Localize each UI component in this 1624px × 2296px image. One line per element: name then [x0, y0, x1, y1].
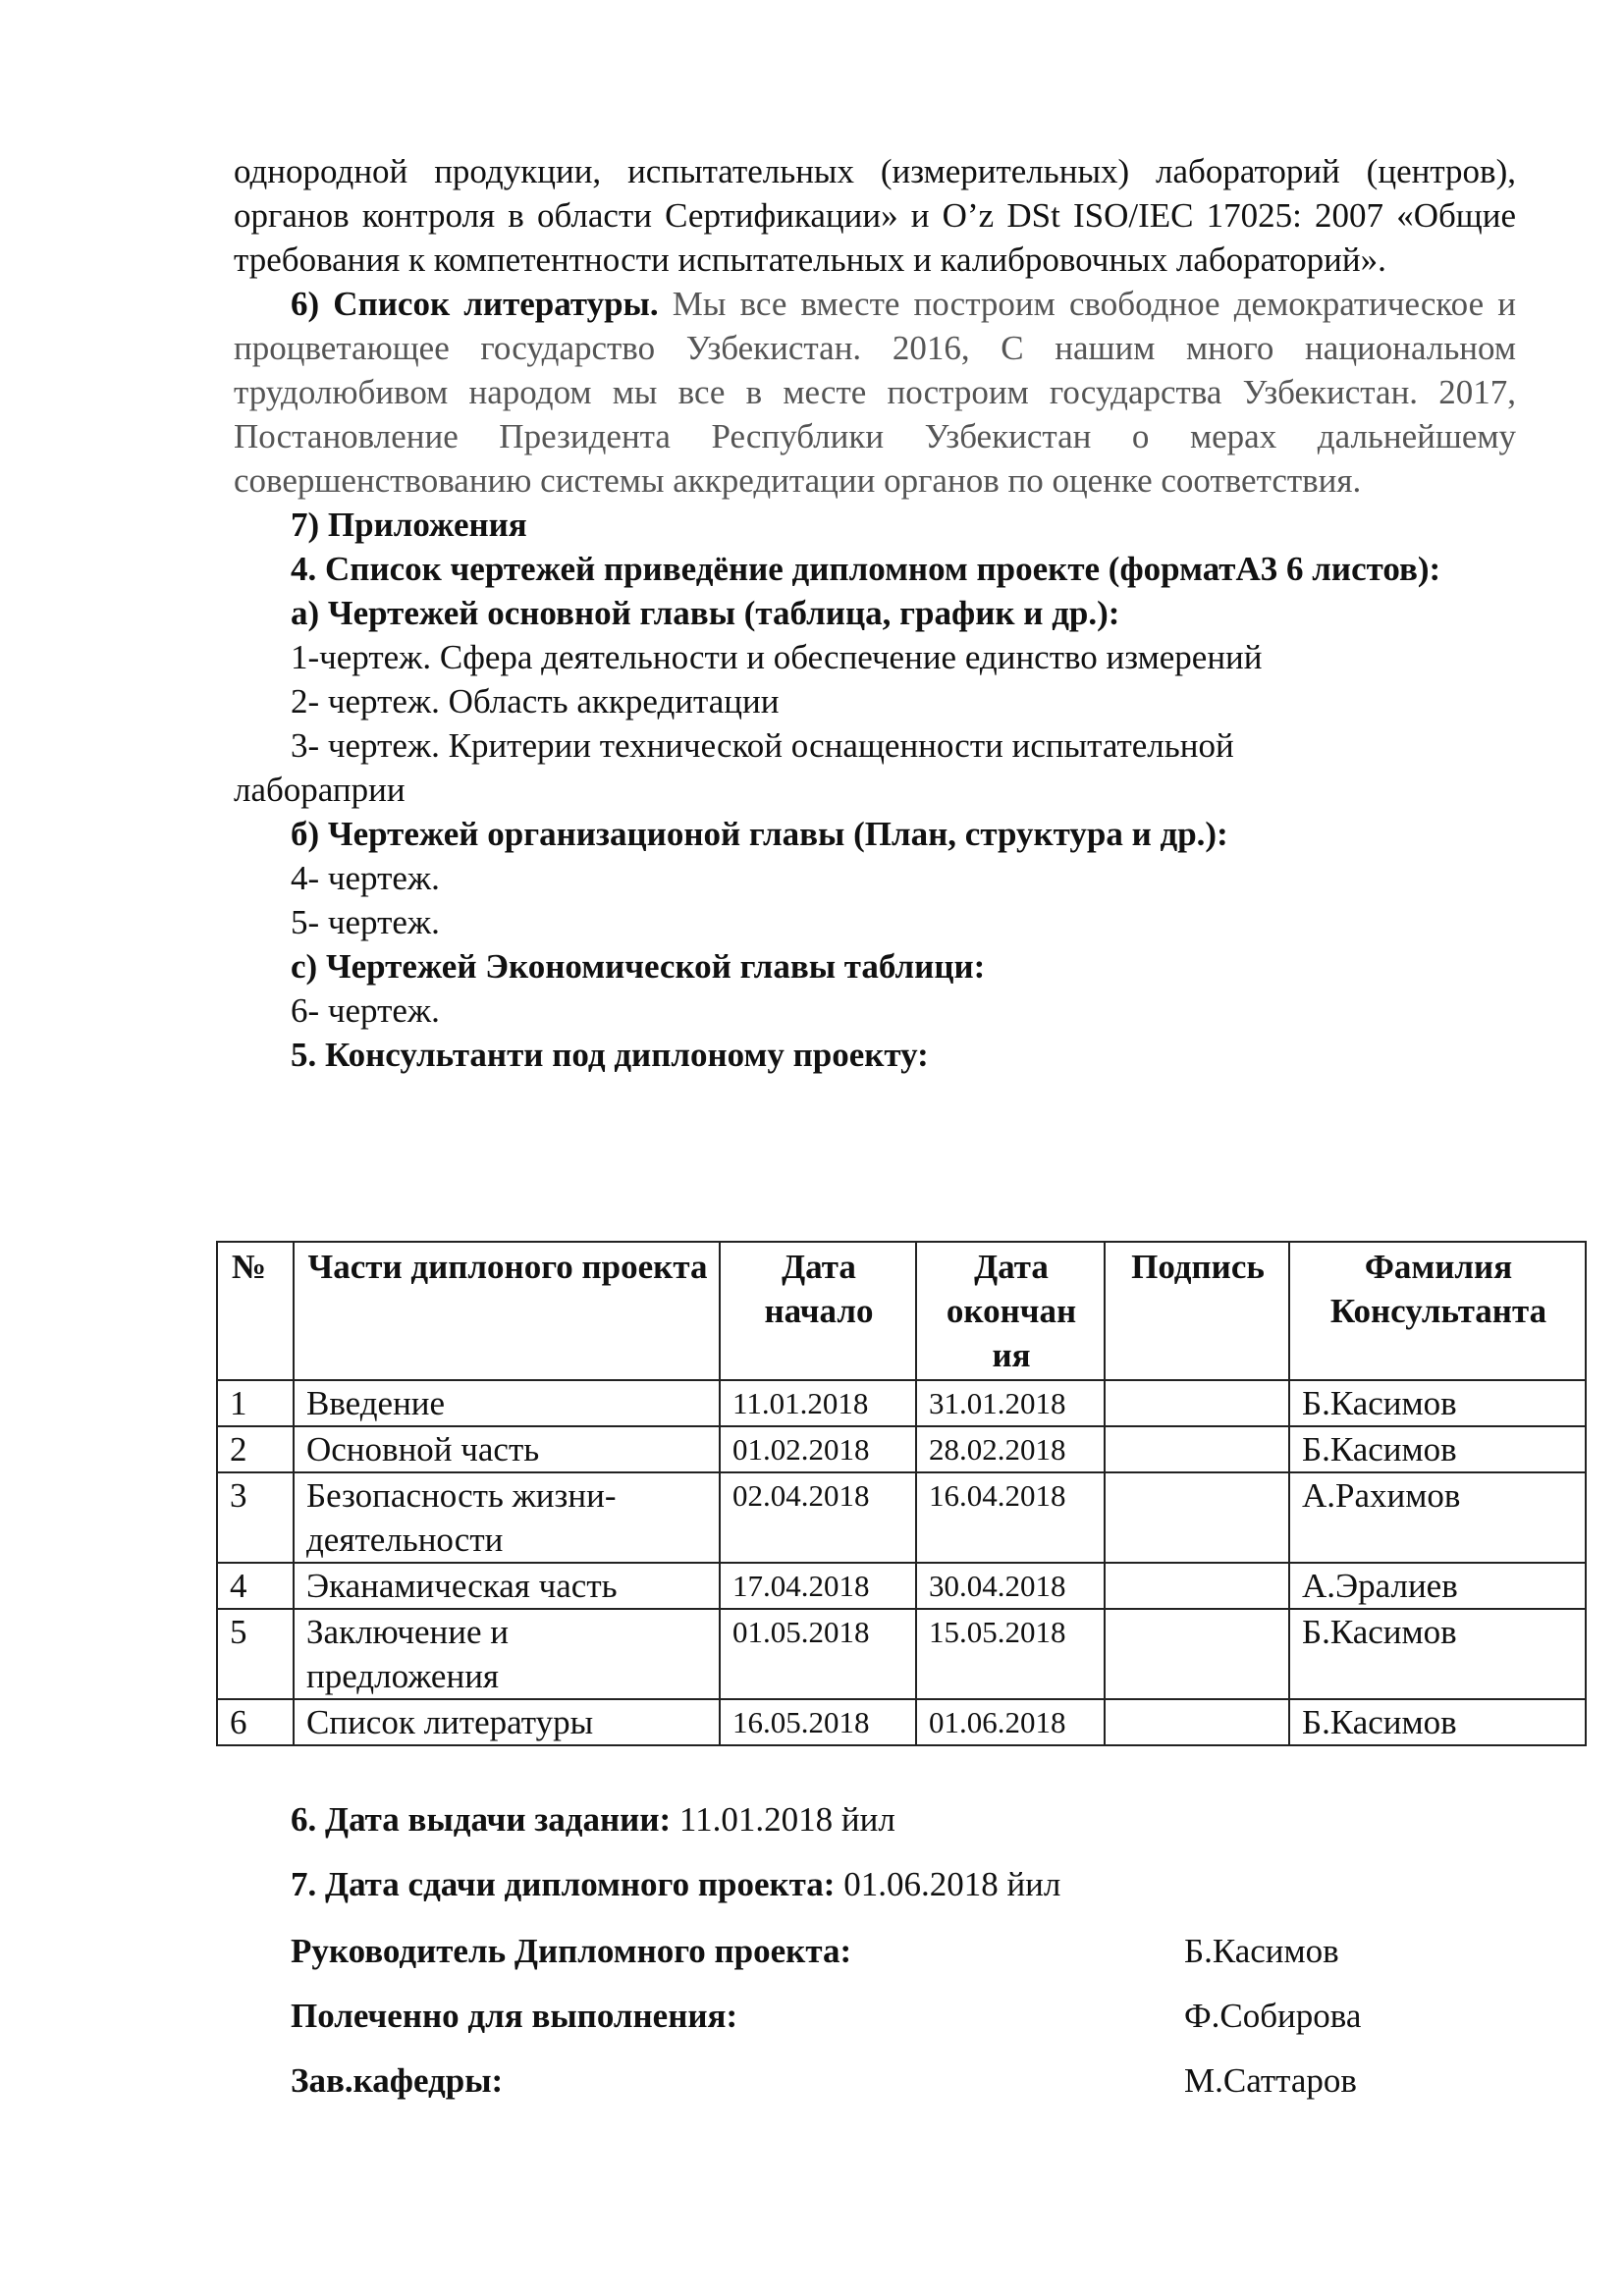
- section-references-text: Мы все вместе построим свободное демократическое и процветающее государство Узбекистан. 2016, С нашим много национальном трудолюбивом народом мы все в месте построим государства Узбекистан. 2017, Постановление Президента Республики Узбекистан о мерах дальнейшему совершенствованию системы аккредитации органов по оценке соответствия.: [234, 285, 1516, 500]
- section-appendices-label: 7) Приложения: [291, 506, 527, 544]
- section-appendices: [234, 503, 1516, 547]
- issue-date-label: 6. Дата выдачи задании:: [291, 1800, 672, 1839]
- header-sign: Подпись: [1105, 1242, 1289, 1380]
- issue-date-value: 11.01.2018 йил: [671, 1800, 895, 1839]
- row-consultant: Б.Касимов: [1289, 1609, 1586, 1699]
- row-part: Эканамическая часть: [294, 1563, 720, 1609]
- table-header-row: [217, 1242, 1586, 1380]
- row-num: 4: [217, 1563, 294, 1609]
- row-signature: [1105, 1426, 1289, 1472]
- row-consultant: А.Рахимов: [1289, 1472, 1586, 1563]
- row-part: Заключение и предложения: [294, 1609, 720, 1699]
- supervisor-name: Б.Касимов: [1184, 1932, 1339, 1970]
- header-end: Дата окончан ия: [916, 1242, 1105, 1380]
- issue-date-line: [291, 1800, 895, 1840]
- head-of-department-name: М.Саттаров: [1184, 2061, 1357, 2100]
- section-consultants: [234, 1033, 1516, 1077]
- row-end-date: 16.04.2018: [916, 1472, 1105, 1563]
- row-num: 2: [217, 1426, 294, 1472]
- drawings-main-heading: [234, 591, 1516, 635]
- table-row: [217, 1563, 1586, 1609]
- header-consultant: Фамилия Консультанта: [1289, 1242, 1586, 1380]
- row-start-date: 01.02.2018: [720, 1426, 916, 1472]
- drawings-main-heading-label: а) Чертежей основной главы (таблица, график и др.):: [291, 594, 1120, 632]
- row-consultant: Б.Касимов: [1289, 1426, 1586, 1472]
- row-end-date: 31.01.2018: [916, 1380, 1105, 1426]
- table-row: [217, 1699, 1586, 1745]
- drawings-econ-heading-label: с) Чертежей Экономической главы таблици:: [291, 947, 986, 986]
- row-signature: [1105, 1380, 1289, 1426]
- drawings-org-heading-label: б) Чертежей организационой главы (План, структура и др.):: [291, 815, 1228, 853]
- row-consultant: А.Эралиев: [1289, 1563, 1586, 1609]
- drawing-item-6: 6- чертеж.: [291, 991, 440, 1030]
- row-num: 1: [217, 1380, 294, 1426]
- row-signature: [1105, 1699, 1289, 1745]
- drawing-item-3: 3- чертеж. Критерии технической оснащенности испытательной: [291, 726, 1234, 765]
- row-start-date: 02.04.2018: [720, 1472, 916, 1563]
- supervisor-label-text: Руководитель Дипломного проекта:: [291, 1932, 852, 1970]
- received-label: [291, 1997, 737, 2036]
- paragraph-standards: однородной продукции, испытательных (измерительных) лабораторий (центров), органов контроля в области Сертификации» и O’z DSt ISO/IEC 17025: 2007 «Общие требования к компетентности испытательных и калибровочных лабораторий».: [234, 152, 1516, 279]
- table-row: [217, 1609, 1586, 1699]
- row-signature: [1105, 1472, 1289, 1563]
- row-start-date: 01.05.2018: [720, 1609, 916, 1699]
- drawing-item-1: 1-чертеж. Сфера деятельности и обеспечение единство измерений: [291, 638, 1263, 676]
- row-part: Список литературы: [294, 1699, 720, 1745]
- drawings-econ-heading: [234, 944, 1516, 988]
- row-consultant: Б.Касимов: [1289, 1380, 1586, 1426]
- document-body: [234, 149, 1516, 1077]
- section-references-label: 6) Список литературы.: [291, 285, 659, 323]
- table-row: [217, 1472, 1586, 1563]
- drawing-item-2: 2- чертеж. Область аккредитации: [291, 682, 780, 721]
- row-num: 3: [217, 1472, 294, 1563]
- received-label-text: Полеченно для выполнения:: [291, 1997, 738, 2035]
- section-drawings: [234, 547, 1516, 591]
- section-references: [234, 282, 1516, 503]
- head-of-department-label: [291, 2061, 503, 2101]
- drawings-org-heading: [234, 812, 1516, 856]
- drawing-item-4: 4- чертеж.: [291, 859, 440, 897]
- drawing-item-3-continued: лабораприи: [234, 771, 406, 809]
- row-signature: [1105, 1609, 1289, 1699]
- row-num: 6: [217, 1699, 294, 1745]
- header-part: Части диплоного проекта: [294, 1242, 720, 1380]
- row-part: Введение: [294, 1380, 720, 1426]
- row-end-date: 01.06.2018: [916, 1699, 1105, 1745]
- row-start-date: 11.01.2018: [720, 1380, 916, 1426]
- section-drawings-label: 4. Список чертежей приведёние дипломном проекте (форматА3 6 листов):: [291, 550, 1441, 588]
- table-row: [217, 1426, 1586, 1472]
- row-end-date: 28.02.2018: [916, 1426, 1105, 1472]
- submit-date-label: 7. Дата сдачи дипломного проекта:: [291, 1865, 836, 1903]
- table-row: [217, 1380, 1586, 1426]
- submit-date-value: 01.06.2018 йил: [835, 1865, 1061, 1903]
- row-num: 5: [217, 1609, 294, 1699]
- row-start-date: 17.04.2018: [720, 1563, 916, 1609]
- received-name: Ф.Собирова: [1184, 1997, 1362, 2035]
- header-start: Дата начало: [720, 1242, 916, 1380]
- row-start-date: 16.05.2018: [720, 1699, 916, 1745]
- row-end-date: 15.05.2018: [916, 1609, 1105, 1699]
- consultants-table: [216, 1241, 1587, 1746]
- row-consultant: Б.Касимов: [1289, 1699, 1586, 1745]
- submit-date-line: [291, 1865, 1060, 1904]
- row-part: Основной часть: [294, 1426, 720, 1472]
- section-consultants-label: 5. Консультанти под диплоному проекту:: [291, 1036, 929, 1074]
- table-body: [217, 1380, 1586, 1745]
- row-signature: [1105, 1563, 1289, 1609]
- head-of-department-label-text: Зав.кафедры:: [291, 2061, 504, 2100]
- row-end-date: 30.04.2018: [916, 1563, 1105, 1609]
- header-num: №: [217, 1242, 294, 1380]
- row-part: Безопасность жизни-деятельности: [294, 1472, 720, 1563]
- drawing-item-5: 5- чертеж.: [291, 903, 440, 941]
- supervisor-label: [291, 1932, 851, 1971]
